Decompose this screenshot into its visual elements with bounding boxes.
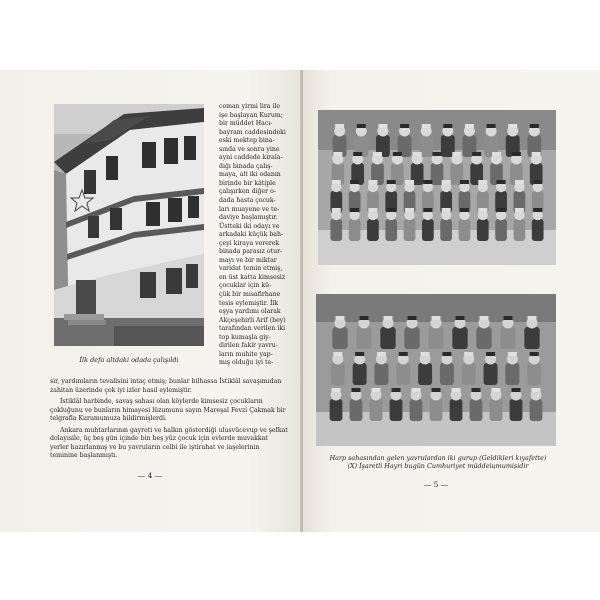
column-line: çük bir misafirhane — [219, 291, 281, 299]
house-photo-caption: İlk defa altdaki odada çalışıldı — [79, 356, 179, 364]
column-line: bayram caddesindeki — [219, 128, 286, 136]
column-line: varidat temin etmiş, — [219, 265, 283, 273]
child-figure — [440, 208, 452, 241]
column-line: arkadaki küçük bah- — [219, 231, 284, 239]
column-line: binada parasız otur- — [219, 248, 283, 256]
child-figure — [470, 388, 483, 421]
caption-line: (X) İşaretli Hayri bugün Cumhuriyet müddeiumumisidir — [347, 462, 529, 470]
child-figure — [353, 352, 367, 385]
child-figure — [459, 208, 471, 241]
child-figure — [385, 208, 397, 241]
page-number-left: — 4 — — [137, 471, 163, 480]
column-line: dada hasta çocuk- — [219, 197, 276, 205]
column-line: sında ve sonra yine — [219, 145, 280, 153]
child-figure — [349, 208, 361, 241]
column-line: eski mektep bina- — [219, 137, 275, 145]
column-line: Üstteki iki odayı ve — [219, 222, 280, 230]
column-line: daviye başlamıştır. — [219, 214, 278, 222]
text-line: sir, yardımların tevalisini intaç etmiş; bunlar bilhassa İstiklâl savaşımıdan — [50, 378, 282, 385]
column-line: işe başlayan Kurum; — [219, 111, 283, 119]
column-line: Akçeşehirli Arif (bey) — [219, 316, 286, 324]
child-figure — [331, 352, 345, 385]
child-figure — [510, 388, 523, 421]
child-figure — [440, 352, 454, 385]
children-group-photo-top — [318, 110, 556, 265]
paragraph-ankara: Ankara muhtarlarının gayreti ve halkın gösterdiği ulusvücevup ve şefkat dolayısile, üç beş gün içinde bin beş yüz çocuk için evlerde muvakkat yerler hazırlanmış ve bu yavruların celbi ile iştirahat ve iaşelerinin teminine başlanmıştı. — [50, 426, 288, 460]
text-line: zahitan üzerinde çok iyi izler hasıl eylemiştir. — [50, 386, 192, 394]
child-figure — [350, 388, 363, 421]
column-line: maya, alt iki odanın — [219, 171, 281, 179]
child-figure — [462, 352, 476, 385]
column-line: ceman yirmi lira ile — [219, 103, 281, 110]
left-full-text — [50, 378, 288, 461]
column-line: tarafından verilen iki — [219, 325, 286, 333]
column-line: eşya yardımı olarak — [219, 308, 281, 316]
column-line: dığı binada çalış- — [219, 162, 273, 170]
child-figure — [527, 352, 541, 385]
child-figure — [374, 352, 388, 385]
child-figure — [404, 208, 416, 241]
child-figure — [505, 352, 519, 385]
children-group-photo-bottom — [316, 294, 556, 446]
house-photo — [54, 104, 204, 346]
child-figure — [477, 208, 489, 241]
group-photo-caption — [310, 454, 566, 470]
child-figure — [396, 352, 410, 385]
child-figure — [330, 208, 342, 241]
column-line: çocuklar için kü- — [219, 282, 272, 290]
child-figure — [490, 388, 503, 421]
column-line: top kumaşla giy- — [219, 333, 271, 341]
column-line: tesis eylemiştir. İlk — [219, 299, 279, 307]
child-figure — [410, 388, 423, 421]
child-figure — [430, 388, 443, 421]
column-line: çalışırken diğer o- — [219, 188, 276, 196]
child-figure — [330, 388, 343, 421]
child-figure — [484, 352, 498, 385]
child-figure — [431, 152, 444, 185]
child-figure — [532, 208, 544, 241]
column-line: ları muayene ve te- — [219, 205, 280, 213]
child-figure — [370, 388, 383, 421]
column-line: ların muhite yap- — [219, 350, 273, 358]
child-figure — [418, 352, 432, 385]
child-figure — [450, 388, 463, 421]
child-figure — [390, 388, 403, 421]
paragraph-mareşal: İstiklâl harbinde, savaş sahası olan köylerde kimsesiz çocukların çokluğunu ve bunların himayesi lüzumunu sayın Mareşal Fevzi Çakmak bir telgrafla Kurumumuza bildirmişlerdi. — [50, 398, 286, 423]
column-line: mış olduğu iyi te- — [219, 359, 274, 367]
page-number-right: — 5 — — [423, 480, 449, 489]
column-line: ayni caddede kirala- — [219, 154, 283, 162]
column-line: mayı ve bir miktar — [219, 256, 277, 264]
child-figure — [422, 208, 434, 241]
caption-line: Harp sahasından gelen yavrulardan iki gurup (Geldikleri kıyafette) — [329, 454, 547, 462]
child-figure — [495, 208, 507, 241]
column-line: en üst katta kimsesiz — [219, 273, 286, 281]
column-line: birinde bir kâtiple — [219, 179, 276, 187]
left-column-text — [219, 103, 287, 368]
child-figure — [514, 208, 526, 241]
column-line: bir müddet Hacı- — [219, 120, 273, 128]
column-line: çeyi kiraya vererek — [219, 239, 280, 247]
child-figure — [367, 208, 379, 241]
child-figure — [530, 388, 543, 421]
column-line: dirilen fakir yavru- — [219, 342, 278, 350]
